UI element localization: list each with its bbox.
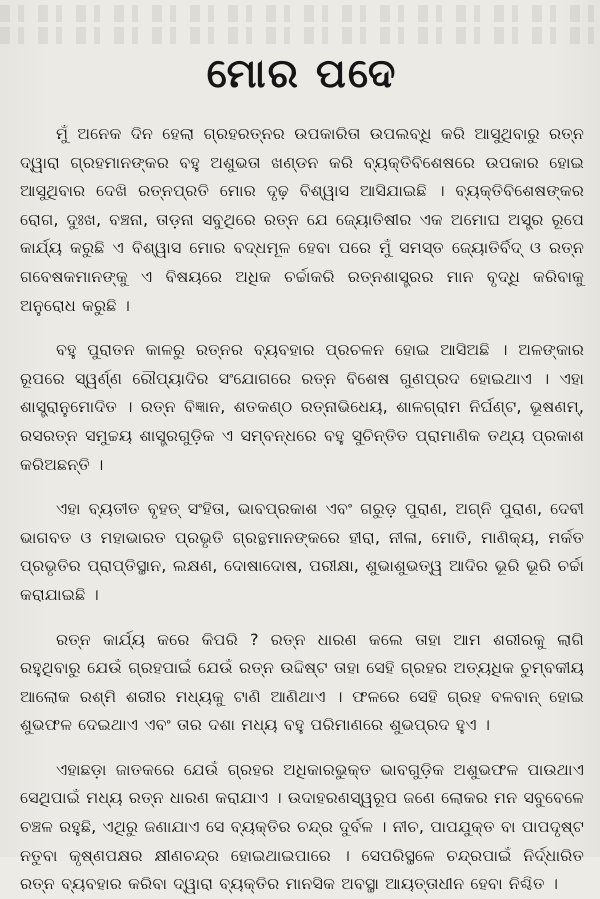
show-through-text [0,0,600,46]
paragraph-text: ଏହାଛଡ଼ା ଜାତକରେ ଯେଉଁ ଗ୍ରହର ଅଧିକାରଭୁକ୍ତ ଭାବଗୁଡ଼ିକ ଅଶୁଭଫଳ ପାଉଥାଏ ସେଥିପାଇଁ ମଧ୍ୟ ରତ୍ନ ଧାରଣ କରାଯାଏ । ଉଦାହରଣସ୍ୱରୂପ ଜଣେ ଲୋକର ମନ ସବୁବେଳେ ଚଞ୍ଚଳ ରହୁଛି, ଏଥିରୁ ଜଣାଯାଏ ସେ ବ୍ୟକ୍ତିର ଚନ୍ଦ୍ର ଦୁର୍ବଳ । ନୀଚ, ପାପଯୁକ୍ତ ବା ପାପଦୃଷ୍ଟ ନତୁବା କୃଷ୍ଣପକ୍ଷର କ୍ଷୀଣଚନ୍ଦ୍ର ହୋଇଥାଇପାରେ । ସେପରିସ୍ଥଳେ ଚନ୍ଦ୍ରପାଇଁ ନିର୍ଦ୍ଧାରିତ ରତ୍ନ ବ୍ୟବହାର କରିବା ଦ୍ୱାରା ବ୍ୟକ୍ତିର ମାନସିକ ଅବସ୍ଥା ଆୟତ୍ତାଧୀନ ହେବା ନିଶ୍ଚିତ । [20,759,584,894]
paragraph-2 [20,336,584,479]
paragraph-5 [20,756,584,899]
paragraph-text: ରତ୍ନ କାର୍ଯ୍ୟ କରେ କିପରି ? ରତ୍ନ ଧାରଣ କଲେ ତାହା ଆମ ଶରୀରକୁ ଲାଗି ରହୁଥିବାରୁ ଯେଉଁ ଗ୍ରହପାଇଁ ଯେଉଁ ରତ୍ନ ଉଦ୍ଦିଷ୍ଟ ତାହା ସେହି ଗ୍ରହର ଅତ୍ୟଧିକ ଚୁମ୍ବକୀୟ ଆଲୋକ ରଶ୍ମି ଶରୀର ମଧ୍ୟକୁ ଟାଣି ଆଣିଥାଏ । ଫଳରେ ସେହି ଗ୍ରହ ବଳବାନ୍ ହୋଇ ଶୁଭଫଳ ଦେଇଥାଏ ଏବଂ ତାର ଦଶା ମଧ୍ୟ ବହୁ ପରିମାଣରେ ଶୁଭପ୍ରଦ ହୁଏ । [20,629,584,735]
paragraph-1 [20,120,584,320]
paragraph-text: ଏହା ବ୍ୟତୀତ ବୃହତ୍ ସଂହିତା, ଭାବପ୍ରକାଶ ଏବଂ ଗରୁଡ଼ ପୁରାଣ, ଅଗ୍ନି ପୁରାଣ, ଦେବୀ ଭାଗବତ ଓ ମହାଭାରତ ପ୍ରଭୃତି ଗ୍ରନ୍ଥମାନଙ୍କରେ ହୀରା, ନୀଳା, ମୋତି, ମାଣିକ୍ୟ, ମର୍କତ ପ୍ରଭୃତିର ପ୍ରାପ୍ତିସ୍ଥାନ, ଲକ୍ଷଣ, ଦୋଷାଦୋଷ, ପରୀକ୍ଷା, ଶୁଭାଶୁଭତ୍ୱ ଆଦିର ଭୂରି ଭୂରି ଚର୍ଚ୍ଚା କରାଯାଇଛି । [20,499,584,604]
paragraph-3 [20,495,584,609]
paragraph-4 [20,626,584,740]
page-title: ମୋର ପଦେ [206,51,398,97]
paragraph-text: ବହୁ ପୁରାତନ କାଳରୁ ରତ୍ନର ବ୍ୟବହାର ପ୍ରଚଳନ ହୋଇ ଆସିଅଛି । ଅଳଙ୍କାର ରୂପରେ ସ୍ୱର୍ଣ୍ଣ ରୌପ୍ୟାଦିର ସଂଯୋଗରେ ରତ୍ନ ବିଶେଷ ଗୁଣପ୍ରଦ ହୋଇଥାଏ । ଏହା ଶାସ୍ତ୍ରାନୁମୋଦିତ । ରତ୍ନ ବିଜ୍ଞାନ, ଶତକଣ୍ଠ ରତ୍ନାଭିଧେୟ, ଶାଳଗ୍ରାମ ନିର୍ଘଣ୍ଟ, ଭୂଷଣମ୍, ରସରତ୍ନ ସମୁଚ୍ଚୟ ଶାସ୍ତ୍ରଗୁଡ଼ିକ ଏ ସମ୍ବନ୍ଧରେ ବହୁ ସୁଚିନ୍ତିତ ପ୍ରାମାଣିକ ତଥ୍ୟ ପ୍ରକାଶ କରିଅଛନ୍ତି । [20,340,584,474]
paragraph-text: ମୁଁ ଅନେକ ଦିନ ହେଲା ଗ୍ରହରତ୍ନର ଉପକାରିତା ଉପଲବ୍ଧି କରି ଆସୁଥିବାରୁ ରତ୍ନ ଦ୍ୱାରା ଗ୍ରହମାନଙ୍କର ବହୁ ଅଶୁଭତା ଖଣ୍ଡନ କରି ବ୍ୟକ୍ତିବିଶେଷରେ ଉପକାର ହୋଇ ଆସୁଥିବାର ଦେଖି ରତ୍ନପ୍ରତି ମୋର ଦୃଢ଼ ବିଶ୍ୱାସ ଆସିଯାଇଛି । ବ୍ୟକ୍ତିବିଶେଷଙ୍କର ରୋଗ, ଦୁଃଖ, ବଞ୍ଚନା, ତାଡ଼ନା ସବୁଥିରେ ରତ୍ନ ଯେ ଜ୍ୟୋତିଷୀର ଏକ ଅମୋଘ ଅସ୍ତ୍ର ରୂପେ କାର୍ଯ୍ୟ କରୁଛି ଏ ବିଶ୍ୱାସ ମୋର ବଦ୍ଧମୂଳ ହେବା ପରେ ମୁଁ ସମସ୍ତ ଜ୍ୟୋତିର୍ବିଦ୍ ଓ ରତ୍ନ ଗବେଷକମାନଙ୍କୁ ଏ ବିଷୟରେ ଅଧିକ ଚର୍ଚ୍ଚାକରି ରତ୍ନଶାସ୍ତ୍ରର ମାନ ବୃଦ୍ଧି କରିବାକୁ ଅନୁରୋଧ କରୁଛି । [20,124,584,315]
